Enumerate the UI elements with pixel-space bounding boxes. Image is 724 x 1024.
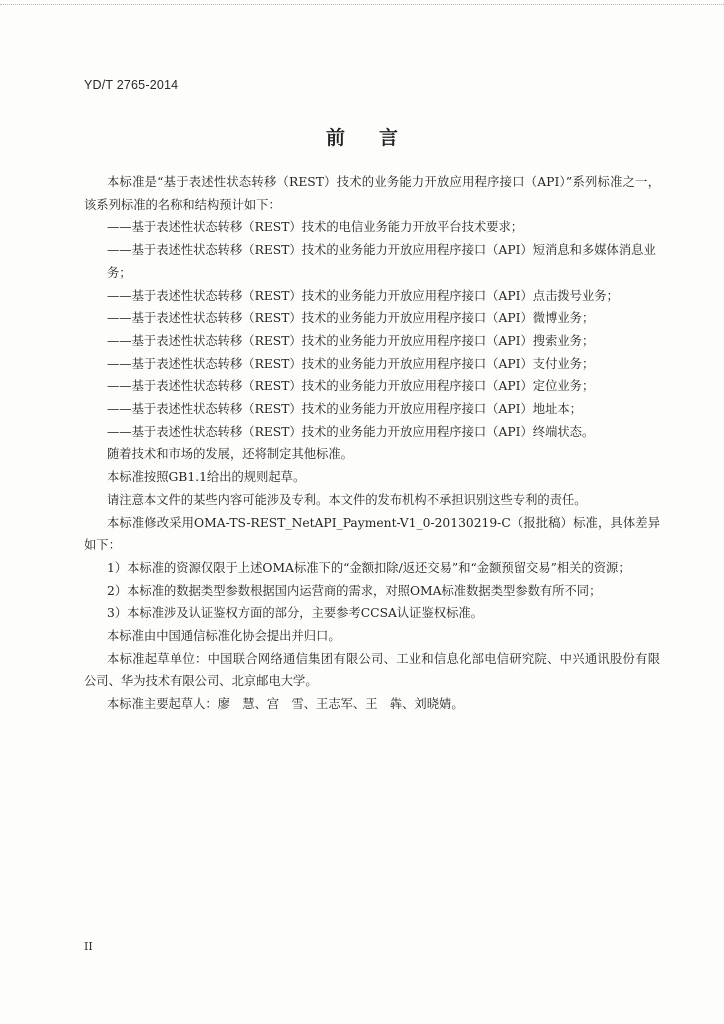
page-title: 前言 — [325, 127, 432, 149]
intro-paragraph: 本标准是“基于表述性状态转移（REST）技术的业务能力开放应用程序接口（API）”系列标准之一，该系列标准的名称和结构预计如下： — [84, 175, 660, 212]
page-number: II — [84, 940, 93, 953]
series-item: ——基于表述性状态转移（REST）技术的电信业务能力开放平台技术要求； — [107, 220, 524, 235]
series-item: ——基于表述性状态转移（REST）技术的业务能力开放应用程序接口（API）终端状态。 — [107, 424, 595, 439]
difference-item: 3）本标准涉及认证鉴权方面的部分，主要参考CCSA认证鉴权标准。 — [107, 606, 483, 621]
series-item: ——基于表述性状态转移（REST）技术的业务能力开放应用程序接口（API）支付业务； — [107, 356, 595, 371]
series-item: ——基于表述性状态转移（REST）技术的业务能力开放应用程序接口（API）搜索业务； — [107, 333, 595, 348]
difference-item: 2）本标准的数据类型参数根据国内运营商的需求，对照OMA标准数据类型参数有所不同； — [107, 583, 602, 598]
document-code: YD/T 2765-2014 — [84, 78, 179, 92]
series-item: ——基于表述性状态转移（REST）技术的业务能力开放应用程序接口（API）短消息和多媒体消息业务； — [107, 243, 656, 280]
drafters: 本标准主要起草人：廖 慧、宫 雪、王志军、王 犇、刘晓婧。 — [107, 697, 464, 712]
difference-item: 1）本标准的资源仅限于上述OMA标准下的“金额扣除/返还交易”和“金额预留交易”相关的资源； — [107, 560, 631, 575]
scan-edge — [0, 0, 724, 5]
paragraph: 本标准修改采用OMA-TS-REST_NetAPI_Payment-V1_0-20130219-C（报批稿）标准，具体差异如下： — [84, 515, 660, 553]
series-item: ——基于表述性状态转移（REST）技术的业务能力开放应用程序接口（API）微博业务； — [107, 311, 595, 326]
paragraph: 请注意本文件的某些内容可能涉及专利。本文件的发布机构不承担识别这些专利的责任。 — [107, 492, 587, 507]
foreword-body — [84, 171, 660, 716]
series-item: ——基于表述性状态转移（REST）技术的业务能力开放应用程序接口（API）点击拨号业务； — [107, 288, 619, 303]
paragraph: 本标准由中国通信标准化协会提出并归口。 — [107, 629, 341, 644]
drafting-units: 本标准起草单位：中国联合网络通信集团有限公司、工业和信息化部电信研究院、中兴通讯股份有限公司、华为技术有限公司、北京邮电大学。 — [84, 651, 660, 689]
paragraph: 随着技术和市场的发展，还将制定其他标准。 — [107, 447, 353, 462]
paragraph: 本标准按照GB1.1给出的规则起草。 — [107, 470, 306, 485]
series-item: ——基于表述性状态转移（REST）技术的业务能力开放应用程序接口（API）地址本； — [107, 402, 582, 417]
series-item: ——基于表述性状态转移（REST）技术的业务能力开放应用程序接口（API）定位业务； — [107, 379, 595, 394]
